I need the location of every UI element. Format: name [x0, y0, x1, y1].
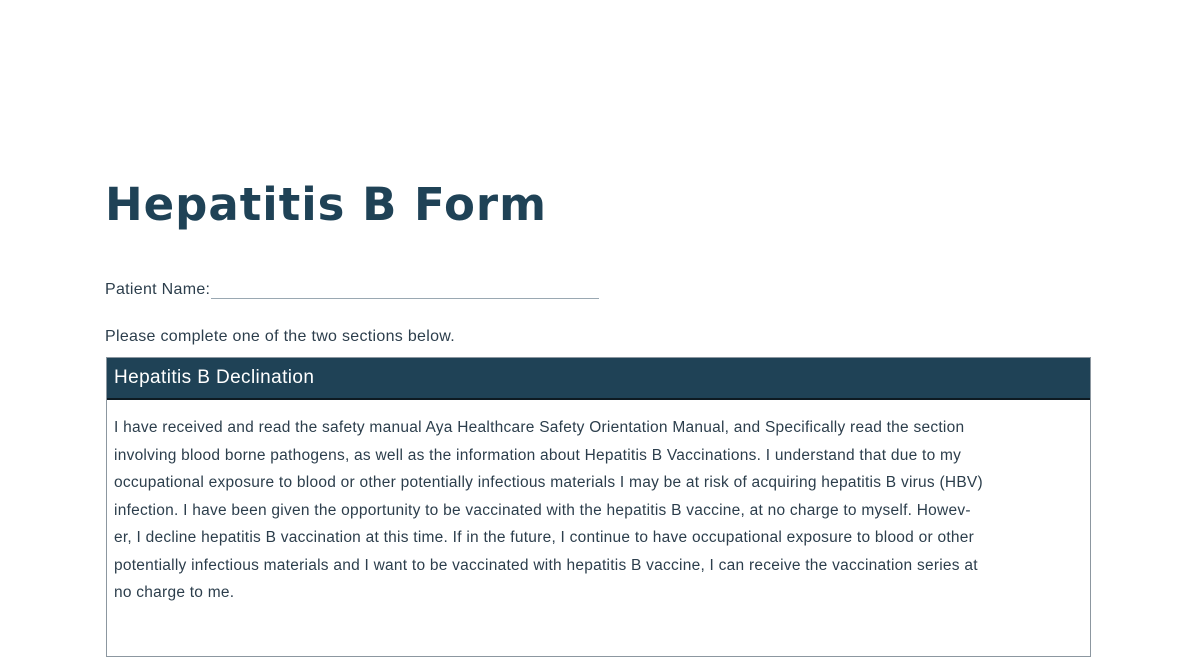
- instructions-text: Please complete one of the two sections below.: [105, 328, 456, 345]
- declination-body-line: occupational exposure to blood or other potentially infectious materials I may be at risk of acquiring hepatitis B virus (HBV): [114, 474, 983, 491]
- declination-section-body: [107, 400, 1090, 607]
- declination-body-line: I have received and read the safety manual Aya Healthcare Safety Orientation Manual, and Specifically read the section: [114, 419, 965, 436]
- declination-body-line: involving blood borne pathogens, as well as the information about Hepatitis B Vaccinations. I understand that due to my: [114, 446, 962, 464]
- declination-section-title: Hepatitis B Declination: [114, 367, 315, 388]
- patient-name-field[interactable]: [211, 282, 599, 299]
- page-title: Hepatitis B Form: [105, 178, 547, 231]
- declination-body-line: infection. I have been given the opportunity to be vaccinated with the hepatitis B vaccine, at no charge to myself. Howev-: [114, 501, 971, 519]
- declination-body-line: potentially infectious materials and I want to be vaccinated with hepatitis B vaccine, I can receive the vaccination series at: [114, 556, 978, 574]
- declination-section: [106, 357, 1091, 657]
- patient-name-label: Patient Name:: [105, 281, 211, 298]
- declination-body-line: no charge to me.: [114, 584, 235, 601]
- declination-body-line: er, I decline hepatitis B vaccination at this time. If in the future, I continue to have occupational exposure to blood or other: [114, 529, 975, 546]
- declination-section-header: [107, 358, 1090, 400]
- patient-name-row: [105, 279, 599, 299]
